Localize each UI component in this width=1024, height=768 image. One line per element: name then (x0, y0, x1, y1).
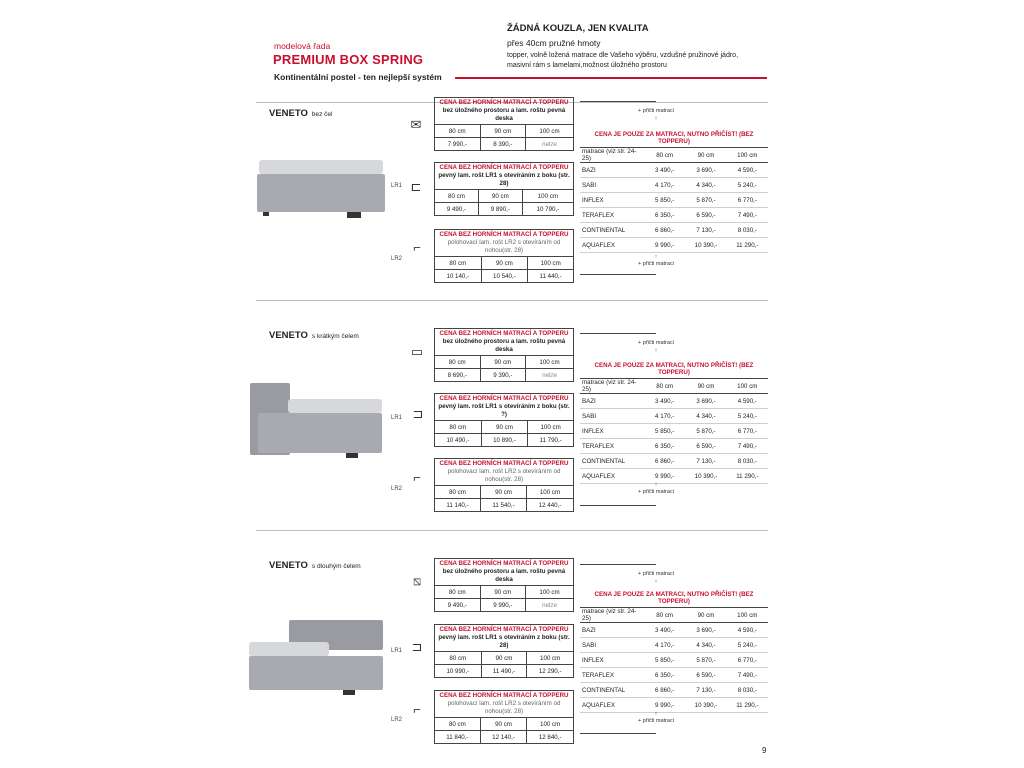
price-cell: 10 390,- (694, 472, 718, 480)
mattress-row (580, 223, 768, 238)
table-caption: CENA BEZ HORNÍCH MATRACÍ A TOPPERU (439, 560, 569, 567)
price-cell: nelze (526, 138, 574, 151)
price-cell: 11 840,- (435, 731, 481, 744)
col-90: 90 cm (481, 486, 527, 499)
price-cell: 9 490,- (435, 599, 481, 612)
mattress-price-table (580, 131, 768, 253)
col-80: 80 cm (435, 718, 481, 731)
connector-line (580, 505, 656, 506)
bed-lift-icon: ⊏ (410, 179, 422, 194)
table-desc: polohovací lam. rošt LR2 s otevíráním od nohou(str. 28) (447, 468, 561, 483)
mattress-name: SABI (582, 641, 597, 649)
table-head (435, 230, 574, 257)
matrix-col0: matrace (viz str. 24-25) (582, 608, 637, 622)
mattress-name: SABI (582, 412, 597, 420)
table-desc: pevný lam. rošt LR1 s otevíráním z boku (str. ?) (438, 403, 570, 418)
bed-base (257, 174, 385, 212)
matrix-col0: matrace (viz str. 24-25) (582, 379, 637, 393)
mattress-name: AQUAFLEX (582, 241, 616, 249)
price-cell: 12 290,- (527, 665, 574, 678)
mattress-row (580, 409, 768, 424)
add-mattress-note (626, 340, 686, 354)
price-cell: 10 390,- (694, 241, 718, 249)
price-cell: 9 390,- (480, 369, 526, 382)
lr1-label: LR1 (391, 415, 403, 421)
slogan-line: přes 40cm pružné hmoty (507, 38, 601, 48)
connector-line (580, 564, 656, 565)
bed-tilt-icon: ⌐ (413, 240, 421, 255)
mattress-name: INFLEX (582, 196, 604, 204)
arrow-down-icon: ↓ (654, 578, 658, 584)
price-cell: 4 340,- (696, 181, 716, 189)
price-cell: 12 840,- (527, 731, 574, 744)
table-head (435, 459, 574, 486)
mattress-row (580, 439, 768, 454)
price-cell: 6 350,- (655, 442, 675, 450)
section-separator (256, 530, 768, 531)
col-100: 100 cm (737, 611, 758, 619)
mattress-name: INFLEX (582, 427, 604, 435)
col-80: 80 cm (435, 486, 481, 499)
price-cell: 5 850,- (655, 427, 675, 435)
page-tagline: Kontinentální postel - ten nejlepší systém (274, 72, 442, 82)
price-cell: 7 130,- (696, 457, 716, 465)
box-storage-icon: ▭ (410, 344, 424, 359)
price-cell: 10 540,- (481, 270, 528, 283)
topper (249, 642, 329, 656)
price-cell: 4 590,- (737, 626, 757, 634)
price-cell: 8 690,- (435, 369, 481, 382)
lr2-label: LR2 (391, 717, 403, 723)
mattress-name: AQUAFLEX (582, 472, 616, 480)
price-cell: 11 490,- (481, 665, 527, 678)
col-100: 100 cm (522, 190, 573, 203)
mattress-row (580, 238, 768, 253)
lr2-label: LR2 (391, 486, 403, 492)
table-head (435, 163, 574, 190)
mattress-name: CONTINENTAL (582, 457, 626, 465)
price-table-lr1 (434, 624, 574, 678)
price-table-lr1 (434, 162, 574, 216)
model-title: VENETO (269, 330, 308, 341)
price-cell: 11 790,- (528, 434, 574, 447)
table-caption: CENA BEZ HORNÍCH MATRACÍ A TOPPERU (439, 231, 569, 238)
bed-image (249, 620, 384, 700)
price-cell: 9 890,- (478, 203, 522, 216)
price-cell: 4 170,- (655, 641, 675, 649)
price-cell: 10 140,- (435, 270, 482, 283)
price-cell: 9 490,- (435, 203, 479, 216)
price-table-no-storage (434, 558, 574, 612)
header-rule (455, 77, 767, 79)
table-head (435, 691, 574, 718)
price-cell: 11 290,- (736, 472, 759, 480)
add-note-text: + přičti matraci (638, 261, 674, 267)
col-80: 80 cm (435, 356, 481, 369)
model-title: VENETO (269, 108, 308, 119)
price-cell: 12 440,- (527, 499, 574, 512)
price-cell: 9 990,- (655, 701, 675, 709)
topper (259, 160, 383, 174)
bed-foot (347, 212, 361, 218)
mattress-name: BAZI (582, 166, 596, 174)
price-cell: 4 340,- (696, 412, 716, 420)
col-80: 80 cm (435, 190, 479, 203)
mattress-name: TERAFLEX (582, 211, 614, 219)
price-cell: 10 490,- (435, 434, 482, 447)
matrix-caption: CENA JE POUZE ZA MATRACI, NUTNO PŘIČÍST! (BEZ TOPPERU) (580, 131, 768, 148)
price-cell: 11 290,- (736, 241, 759, 249)
model-variant: bez čel (311, 111, 333, 118)
bed-lift-icon: ⊐ (412, 406, 424, 421)
add-note-text: + přičti matraci (638, 108, 674, 114)
bed-image (257, 160, 385, 222)
col-90: 90 cm (697, 611, 715, 619)
price-cell: 6 590,- (696, 671, 716, 679)
page-title: PREMIUM BOX SPRING (273, 52, 424, 67)
col-90: 90 cm (481, 652, 527, 665)
col-100: 100 cm (527, 486, 574, 499)
price-cell: 6 590,- (696, 442, 716, 450)
price-table-lr2 (434, 229, 574, 283)
col-100: 100 cm (526, 586, 574, 599)
price-cell: 3 690,- (696, 166, 716, 174)
col-90: 90 cm (480, 718, 527, 731)
mattress-row (580, 638, 768, 653)
bed-foot (346, 453, 358, 458)
matrix-caption: CENA JE POUZE ZA MATRACI, NUTNO PŘIČÍST! (BEZ TOPPERU) (580, 591, 768, 608)
col-100: 100 cm (737, 151, 758, 159)
price-cell: 11 440,- (528, 270, 574, 283)
table-desc: pevný lam. rošt LR1 s otevíráním z boku (str. 28) (438, 634, 570, 649)
price-cell: 6 860,- (655, 457, 675, 465)
table-desc: polohovací lam. rošt LR2 s otevíráním od nohou(str. 28) (447, 239, 561, 254)
mattress-name: INFLEX (582, 656, 604, 664)
col-90: 90 cm (697, 382, 715, 390)
table-desc: bez úložného prostoru a lam. roštu pevná deska (442, 338, 566, 353)
col-80: 80 cm (435, 125, 481, 138)
price-cell: 7 130,- (696, 686, 716, 694)
price-cell: 9 990,- (655, 241, 675, 249)
price-cell: 5 850,- (655, 656, 675, 664)
col-100: 100 cm (526, 125, 574, 138)
price-cell: 10 390,- (694, 701, 718, 709)
bed-lift-icon: ⊐ (411, 639, 423, 654)
price-cell: 3 490,- (655, 397, 675, 405)
arrow-up-icon: ↑ (654, 482, 658, 488)
price-cell: 7 490,- (737, 442, 757, 450)
mattress-name: CONTINENTAL (582, 226, 626, 234)
mattress-name: TERAFLEX (582, 671, 614, 679)
bed-tilt-icon: ⌐ (413, 470, 421, 485)
price-cell: 3 690,- (696, 397, 716, 405)
matrix-col0: matrace (viz str. 24-25) (582, 148, 637, 162)
slogan-detail-2: masivní rám s lamelami,možnost úložného prostoru (507, 62, 667, 69)
add-mattress-note (626, 108, 686, 122)
col-80: 80 cm (435, 652, 482, 665)
mattress-name: BAZI (582, 397, 596, 405)
add-mattress-note (626, 482, 686, 496)
model-name (269, 108, 333, 119)
lr2-label: LR2 (391, 256, 403, 262)
price-cell: 3 690,- (696, 626, 716, 634)
model-title: VENETO (269, 560, 308, 571)
series-label: modelová řada (274, 41, 331, 51)
price-cell: 3 490,- (655, 626, 675, 634)
arrow-up-icon: ↑ (654, 254, 658, 260)
price-table-no-storage (434, 328, 574, 382)
price-cell: 5 240,- (737, 181, 757, 189)
mattress-row (580, 653, 768, 668)
price-cell: 10 790,- (522, 203, 573, 216)
price-cell: 5 870,- (696, 427, 716, 435)
col-100: 100 cm (737, 382, 758, 390)
price-cell: 7 490,- (737, 671, 757, 679)
bed-tilt-icon: ⌐ (413, 702, 421, 717)
mattress-price-table (580, 591, 768, 713)
lr1-label: LR1 (391, 183, 403, 189)
price-cell: 5 240,- (737, 412, 757, 420)
connector-line (580, 733, 656, 734)
price-cell: 6 770,- (737, 656, 757, 664)
col-80: 80 cm (656, 151, 674, 159)
price-cell: 4 590,- (737, 397, 757, 405)
price-cell: 5 240,- (737, 641, 757, 649)
add-mattress-note (626, 254, 686, 268)
price-table-lr2 (434, 690, 574, 744)
mattress-row (580, 178, 768, 193)
price-cell: 7 130,- (696, 226, 716, 234)
price-table-lr1 (434, 393, 574, 447)
mattress-row (580, 454, 768, 469)
table-caption: CENA BEZ HORNÍCH MATRACÍ A TOPPERU (439, 460, 569, 467)
add-note-text: + přičti matraci (638, 571, 674, 577)
table-caption: CENA BEZ HORNÍCH MATRACÍ A TOPPERU (439, 164, 569, 171)
price-cell: 9 990,- (655, 472, 675, 480)
price-cell: 8 030,- (737, 457, 757, 465)
mattress-name: TERAFLEX (582, 442, 614, 450)
mattress-row (580, 208, 768, 223)
price-cell: 6 860,- (655, 226, 675, 234)
topper (288, 399, 382, 413)
price-cell: 5 870,- (696, 656, 716, 664)
col-100: 100 cm (526, 356, 574, 369)
price-cell: 6 350,- (655, 671, 675, 679)
mattress-row (580, 163, 768, 178)
slogan-detail: topper, volně ložená matrace dle Vašeho výběru, vzdušné pružinové jádro, (507, 52, 739, 59)
slogan-title: ŽÁDNÁ KOUZLA, JEN KVALITA (507, 23, 649, 34)
price-cell: 6 590,- (696, 211, 716, 219)
price-table-no-storage (434, 97, 574, 151)
price-cell: 10 990,- (435, 665, 482, 678)
col-90: 90 cm (481, 257, 528, 270)
table-desc: polohovací lam. rošt LR2 s otevíráním od nohou(str. 28) (447, 700, 561, 715)
mattress-name: CONTINENTAL (582, 686, 626, 694)
model-name (269, 560, 361, 571)
price-cell: 4 170,- (655, 412, 675, 420)
mattress-price-table (580, 362, 768, 484)
price-cell: 9 990,- (480, 599, 526, 612)
price-cell: 6 770,- (737, 196, 757, 204)
bed-base (258, 413, 382, 453)
price-cell: 8 390,- (480, 138, 526, 151)
col-90: 90 cm (481, 421, 528, 434)
bed-foot (263, 212, 269, 216)
price-cell: 8 030,- (737, 226, 757, 234)
price-cell: 8 030,- (737, 686, 757, 694)
price-cell: nelze (526, 369, 574, 382)
bed-image (248, 383, 383, 463)
mattress-row (580, 623, 768, 638)
price-table-lr2 (434, 458, 574, 512)
table-caption: CENA BEZ HORNÍCH MATRACÍ A TOPPERU (439, 626, 569, 633)
model-variant: s krátkým čelem (311, 333, 359, 340)
table-caption: CENA BEZ HORNÍCH MATRACÍ A TOPPERU (439, 330, 569, 337)
mattress-row (580, 193, 768, 208)
arrow-up-icon: ↑ (654, 711, 658, 717)
box-storage-icon: ✉ (410, 117, 422, 132)
col-90: 90 cm (480, 125, 526, 138)
add-note-text: + přičti matraci (638, 340, 674, 346)
bed-foot (343, 690, 355, 695)
table-desc: bez úložného prostoru a lam. roštu pevná deska (442, 107, 566, 122)
col-100: 100 cm (527, 652, 574, 665)
col-90: 90 cm (697, 151, 715, 159)
price-cell: 11 540,- (481, 499, 527, 512)
price-cell: 7 990,- (435, 138, 481, 151)
model-name (269, 330, 359, 341)
col-100: 100 cm (527, 718, 574, 731)
table-head (435, 559, 574, 586)
table-head (435, 394, 574, 421)
price-cell: 6 860,- (655, 686, 675, 694)
price-cell: 3 490,- (655, 166, 675, 174)
price-cell: 6 770,- (737, 427, 757, 435)
add-note-text: + přičti matraci (638, 489, 674, 495)
price-cell: 11 290,- (736, 701, 759, 709)
table-caption: CENA BEZ HORNÍCH MATRACÍ A TOPPERU (439, 395, 569, 402)
price-cell: 7 490,- (737, 211, 757, 219)
connector-line (580, 333, 656, 334)
mattress-row (580, 424, 768, 439)
table-caption: CENA BEZ HORNÍCH MATRACÍ A TOPPERU (439, 692, 569, 699)
col-90: 90 cm (480, 356, 526, 369)
col-80: 80 cm (435, 421, 482, 434)
price-cell: 4 590,- (737, 166, 757, 174)
col-80: 80 cm (656, 382, 674, 390)
price-cell: 12 140,- (480, 731, 527, 744)
table-caption: CENA BEZ HORNÍCH MATRACÍ A TOPPERU (439, 99, 569, 106)
mattress-name: BAZI (582, 626, 596, 634)
col-100: 100 cm (528, 257, 574, 270)
price-cell: 11 140,- (435, 499, 481, 512)
table-head (435, 625, 574, 652)
add-mattress-note (626, 711, 686, 725)
price-cell: nelze (526, 599, 574, 612)
section-separator (256, 300, 768, 301)
box-storage-icon: ⧅ (412, 573, 422, 588)
price-cell: 6 350,- (655, 211, 675, 219)
mattress-row (580, 394, 768, 409)
arrow-down-icon: ↓ (654, 115, 658, 121)
price-cell: 4 170,- (655, 181, 675, 189)
arrow-down-icon: ↓ (654, 347, 658, 353)
price-cell: 5 850,- (655, 196, 675, 204)
table-head (435, 329, 574, 356)
price-cell: 5 870,- (696, 196, 716, 204)
mattress-name: AQUAFLEX (582, 701, 616, 709)
table-desc: pevný lam. rošt LR1 s otevíráním z boku (str. 28) (438, 172, 570, 187)
price-cell: 10 890,- (481, 434, 528, 447)
table-head (435, 98, 574, 125)
col-100: 100 cm (528, 421, 574, 434)
page-number: 9 (762, 746, 767, 755)
col-90: 90 cm (480, 586, 526, 599)
table-desc: bez úložného prostoru a lam. roštu pevná deska (442, 568, 566, 583)
add-mattress-note (626, 571, 686, 585)
mattress-row (580, 668, 768, 683)
price-cell: 4 340,- (696, 641, 716, 649)
connector-line (580, 101, 656, 102)
add-note-text: + přičti matraci (638, 718, 674, 724)
col-80: 80 cm (435, 586, 481, 599)
connector-line (580, 274, 656, 275)
bed-base (249, 656, 383, 690)
lr1-label: LR1 (391, 648, 403, 654)
model-variant: s dlouhým čelem (311, 563, 361, 570)
col-90: 90 cm (478, 190, 522, 203)
col-80: 80 cm (656, 611, 674, 619)
matrix-caption: CENA JE POUZE ZA MATRACI, NUTNO PŘIČÍST! (BEZ TOPPERU) (580, 362, 768, 379)
mattress-row (580, 683, 768, 698)
mattress-name: SABI (582, 181, 597, 189)
col-80: 80 cm (435, 257, 482, 270)
